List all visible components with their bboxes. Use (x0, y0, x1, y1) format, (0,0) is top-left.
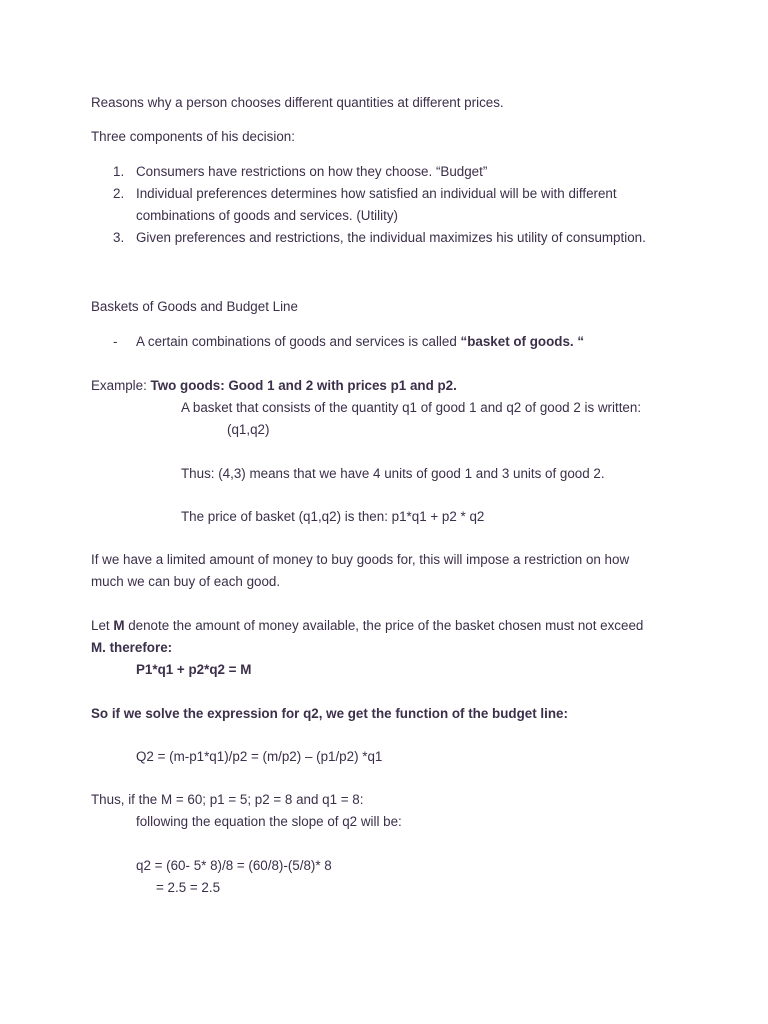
example-label: Example: (91, 378, 151, 393)
money-therefore: M. therefore: (91, 640, 173, 655)
example-line-2: (q1,q2) (227, 422, 270, 437)
money-line-1 (91, 618, 643, 634)
budget-line-equation: Q2 = (m-p1*q1)/p2 = (m/p2) – (p1/p2) *q1 (136, 749, 383, 764)
list-item-2-continued: combinations of goods and services. (Utility) (136, 208, 398, 223)
list-number-3: 3. (113, 230, 125, 245)
money-m: M (113, 618, 125, 633)
example-line-4: The price of basket (q1,q2) is then: p1*q1 + p2 * q2 (181, 509, 485, 524)
bullet-text (136, 334, 584, 350)
section-heading: Baskets of Goods and Budget Line (91, 299, 298, 314)
intro-line-2: Three components of his decision: (91, 129, 295, 144)
example-label-bold: Two goods: Good 1 and 2 with prices p1 and p2. (150, 378, 457, 393)
bullet-dash: - (113, 334, 118, 349)
money-post: denote the amount of money available, the price of the basket chosen must not exceed (124, 618, 644, 633)
list-number-1: 1. (113, 164, 125, 179)
solve-line-bold: So if we solve the expression for q2, we get the function of the budget line: (91, 706, 568, 721)
numeric-line-2: following the equation the slope of q2 will be: (136, 814, 402, 829)
example-line-1: A basket that consists of the quantity q1 of good 1 and q2 of good 2 is written: (181, 400, 642, 415)
numeric-calc-2: = 2.5 = 2.5 (156, 880, 221, 895)
bullet-text-plain: A certain combinations of goods and services is called (136, 334, 461, 349)
restriction-line-1: If we have a limited amount of money to buy goods for, this will impose a restriction on how (91, 552, 630, 567)
budget-equation (136, 662, 251, 678)
intro-line-1: Reasons why a person chooses different quantities at different prices. (91, 95, 504, 110)
list-number-2: 2. (113, 186, 125, 201)
list-item-2: Individual preferences determines how satisfied an individual will be with different (136, 186, 617, 201)
bullet-text-bold: “basket of goods. “ (460, 334, 585, 349)
money-line-2 (91, 640, 172, 656)
list-item-3: Given preferences and restrictions, the individual maximizes his utility of consumption. (136, 230, 646, 245)
numeric-calc-1: q2 = (60- 5* 8)/8 = (60/8)-(5/8)* 8 (136, 858, 332, 873)
solve-line (91, 706, 568, 722)
example-line-3: Thus: (4,3) means that we have 4 units of good 1 and 3 units of good 2. (181, 466, 605, 481)
example-line (91, 378, 457, 394)
money-pre: Let (91, 618, 114, 633)
list-item-1: Consumers have restrictions on how they choose. “Budget” (136, 164, 488, 179)
restriction-line-2: much we can buy of each good. (91, 574, 281, 589)
budget-equation-bold: P1*q1 + p2*q2 = M (136, 662, 252, 677)
numeric-line-1: Thus, if the M = 60; p1 = 5; p2 = 8 and q1 = 8: (91, 792, 364, 807)
